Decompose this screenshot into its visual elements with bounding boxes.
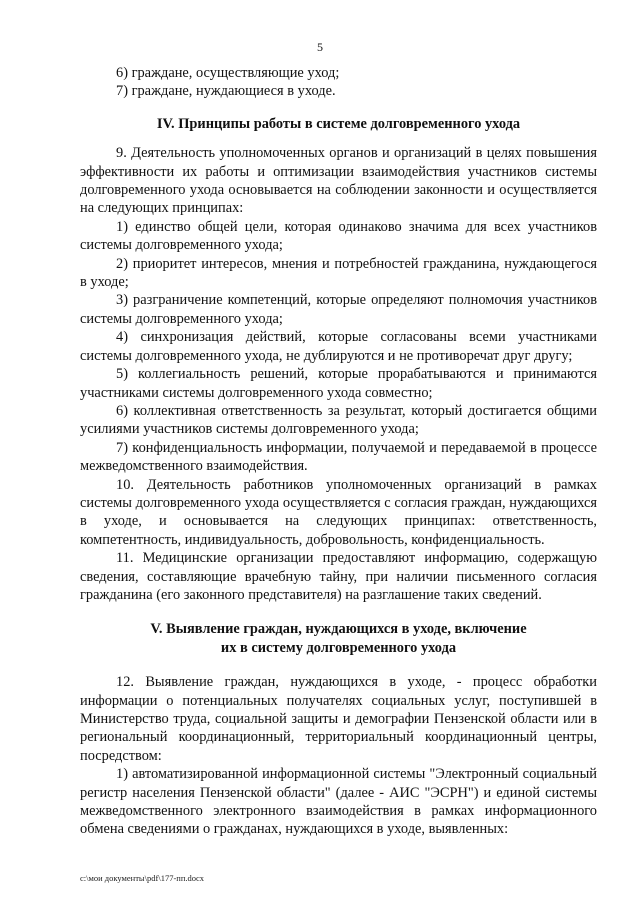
principle-item: 5) коллегиальность решений, которые прорабатываются и принимаются участниками системы долговременного ухода совместно; — [80, 366, 597, 401]
principle-item: 1) единство общей цели, которая одинаково значима для всех участников системы долговременного ухода; — [80, 218, 597, 254]
principle-item: 3) разграничение компетенций, которые определяют полномочия участников системы долговременного ухода; — [80, 292, 597, 327]
file-path-footer: c:\мои документы\pdf\177-пп.docx — [80, 873, 205, 883]
section-heading-line: V. Выявление граждан, нуждающихся в уходе, включение — [150, 621, 527, 638]
section-heading-v — [80, 620, 597, 657]
paragraph-12: 12. Выявление граждан, нуждающихся в уходе, - процесс обработки информации о потенциальных получателях социальных услуг, поступившей в Министерство труда, социальной защиты и демографии Пензенской области или в региональный координационный, территориальный координационный центры, посредством: — [80, 674, 597, 764]
paragraph-10: 10. Деятельность работников уполномоченных организаций в рамках системы долговременного ухода осуществляется с согласия граждан, нуждающихся в уходе, и основывается на следующих принципах: ответственность, компетентность, индивидуальность, добровольность, конфиденциальность. — [80, 476, 597, 548]
page-number: 5 — [317, 40, 323, 54]
principle-item: 6) коллективная ответственность за результат, который достигается общими усилиями участников системы долговременного ухода; — [80, 402, 597, 438]
paragraph-9: 9. Деятельность уполномоченных органов и организаций в целях повышения эффективности их работы и оптимизации взаимодействия участников системы долговременного ухода основывается на соблюдении законности и осуществляется на следующих принципах: — [80, 145, 597, 217]
paragraph-11: 11. Медицинские организации предоставляют информацию, содержащую сведения, составляющие врачебную тайну, при наличии письменного согласия гражданина (его законного представителя) на разглашение таких сведений. — [80, 550, 597, 603]
list-item: 7) граждане, нуждающиеся в уходе. — [116, 83, 336, 100]
section-heading-line: их в систему долговременного ухода — [220, 639, 457, 656]
principle-item: 7) конфиденциальность информации, получаемой и передаваемой в процессе межведомственного взаимодействия. — [80, 439, 597, 475]
section-heading-iv: IV. Принципы работы в системе долговременного ухода — [156, 115, 521, 132]
subitem-1: 1) автоматизированной информационной системы "Электронный социальный регистр населения Пензенской области" (далее - АИС "ЭСРН") и единой системы межведомственного электронного взаимодействия в рамках информационного обмена сведениями о гражданах, нуждающихся в уходе, выявленных: — [80, 766, 597, 838]
list-item: 6) граждане, осуществляющие уход; — [116, 65, 340, 81]
document-body — [80, 64, 597, 839]
principle-item: 4) синхронизация действий, которые согласованы всеми участниками системы долговременного ухода, не дублируются и не противоречат друг другу; — [80, 329, 597, 364]
principle-item: 2) приоритет интересов, мнения и потребностей гражданина, нуждающегося в уходе; — [80, 255, 597, 291]
